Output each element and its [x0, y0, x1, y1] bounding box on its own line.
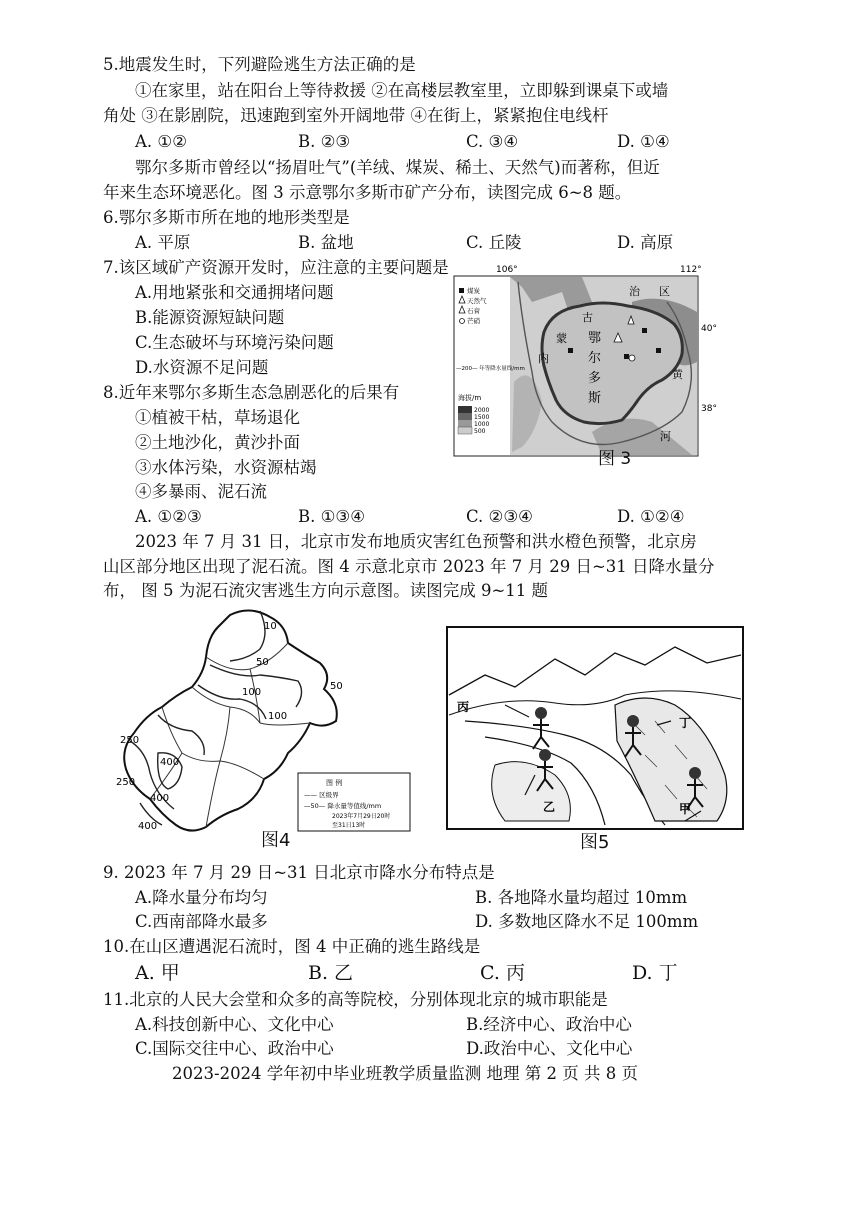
q7-option-a: A.用地紧张和交通拥堵问题	[135, 283, 334, 302]
q6-option-b: B. 盆地	[298, 233, 354, 252]
q6-option-d: D. 高原	[617, 233, 674, 252]
fig3-elev-label: 2000	[474, 407, 490, 414]
fig3-legend-gypsum: 石膏	[467, 307, 480, 315]
fig3-char: 尔	[588, 351, 602, 366]
fig4-isoline-label: 400	[138, 821, 158, 832]
q11-option-a: A.科技创新中心、文化中心	[135, 1015, 334, 1034]
q7-option-d: D.水资源不足问题	[135, 358, 269, 377]
q8-option-b: B. ①③④	[298, 507, 365, 526]
fig4-isoline-label: 250	[116, 777, 136, 788]
q7-stem: 7.该区域矿产资源开发时，应注意的主要问题是	[103, 258, 449, 277]
fig3-lat-bottom: 38°	[701, 404, 717, 414]
q8-stem: 8.近年来鄂尔多斯生态急剧恶化的后果有	[103, 383, 400, 402]
fig3-isoline-label: —200— 年等降水量线/mm	[456, 366, 525, 372]
figure-4-beijing-precip-map	[110, 603, 415, 851]
q5-body-line2: 角处 ③在影剧院，迅速跑到室外开阔地带 ④在街上，紧紧抱住电线杆	[103, 106, 609, 125]
q10-option-b: B. 乙	[308, 962, 354, 984]
fig3-elev-swatch	[458, 413, 472, 420]
fig3-lon-right: 112°	[680, 265, 702, 275]
q9-option-a: A.降水量分布均匀	[135, 888, 268, 907]
fig5-label-bing: 丙	[457, 700, 470, 714]
q8-option-a: A. ①②③	[135, 507, 202, 526]
q10-option-d: D. 丁	[632, 962, 678, 984]
q5-option-b: B. ②③	[298, 132, 351, 151]
fig4-legend-item: 2023年7月29日20时	[332, 813, 391, 820]
fig3-legend-mirabilite: 芒硝	[467, 317, 480, 325]
q6-option-c: C. 丘陵	[466, 233, 522, 252]
fig3-caption: 图 3	[598, 449, 632, 469]
q11-option-d: D.政治中心、文化中心	[466, 1039, 633, 1058]
q9-option-d: D. 多数地区降水不足 100mm	[475, 912, 699, 931]
fig5-label-jia: 甲	[679, 802, 692, 816]
figure-3-ordos-map	[452, 262, 720, 470]
fig4-legend-item: 至31日13时	[332, 822, 366, 829]
q8-option-d: D. ①②④	[617, 507, 685, 526]
fig3-char: 多	[588, 371, 602, 386]
q10-option-a: A. 甲	[135, 962, 180, 984]
fig3-char: 内	[538, 352, 549, 365]
q6-stem: 6.鄂尔多斯市所在地的地形类型是	[103, 208, 350, 227]
fig3-elev-label: 1000	[474, 421, 490, 428]
q8-option-c: C. ②③④	[466, 507, 533, 526]
fig3-legend-coal: 煤炭	[467, 287, 480, 295]
intro-9-11-line3: 布， 图 5 为泥石流灾害逃生方向示意图。读图完成 9~11 题	[103, 581, 549, 600]
fig4-legend-item: —50— 降水量等值线/mm	[304, 802, 382, 810]
fig3-char: 黄	[672, 368, 683, 381]
fig3-elev-label: 1500	[474, 414, 490, 421]
fig3-lon-left: 106°	[496, 265, 518, 275]
fig3-char: 区	[659, 285, 670, 298]
q11-option-b: B.经济中心、政治中心	[466, 1015, 632, 1034]
q11-stem: 11.北京的人民大会堂和众多的高等院校，分别体现北京的城市职能是	[103, 990, 608, 1009]
fig4-isoline-label: 400	[160, 757, 180, 768]
fig4-isoline-label: 250	[120, 735, 140, 746]
q9-stem: 9. 2023 年 7 月 29 日~31 日北京市降水分布特点是	[103, 863, 495, 882]
q5-body-line1: ①在家里，站在阳台上等待救援 ②在高楼层教室里，立即躲到课桌下或墙	[135, 81, 669, 100]
mirabilite-icon	[460, 319, 465, 324]
fig3-elev-label: 500	[474, 428, 486, 435]
fig3-char: 河	[660, 430, 671, 443]
fig4-isoline-label: 50	[330, 681, 343, 692]
fig3-char: 蒙	[556, 332, 567, 345]
q5-option-c: C. ③④	[466, 132, 519, 151]
fig3-char: 治	[629, 285, 640, 298]
fig4-isoline-label: 10	[264, 621, 277, 632]
fig3-elev-swatch	[458, 420, 472, 427]
fig4-isoline-label: 100	[268, 711, 288, 722]
mirabilite-icon	[629, 355, 635, 361]
fig5-caption: 图5	[580, 832, 610, 853]
q7-option-b: B.能源资源短缺问题	[135, 308, 285, 327]
q8-item-3: ③水体污染，水资源枯竭	[135, 458, 317, 477]
fig4-isoline-label: 400	[150, 793, 170, 804]
page-footer: 2023-2024 学年初中毕业班教学质量监测 地理 第 2 页 共 8 页	[172, 1064, 639, 1083]
coal-icon	[642, 328, 647, 333]
fig3-char: 鄂	[588, 331, 602, 346]
fig3-elev-swatch	[458, 427, 472, 434]
q11-option-c: C.国际交往中心、政治中心	[135, 1039, 334, 1058]
q5-stem: 5.地震发生时，下列避险逃生方法正确的是	[103, 55, 416, 74]
fig4-caption: 图4	[261, 830, 291, 851]
fig3-elev-title: 海拔/m	[458, 394, 482, 402]
fig3-char: 斯	[588, 391, 602, 406]
fig4-legend-item: —— 区级界	[304, 791, 339, 799]
q8-item-4: ④多暴雨、泥石流	[135, 482, 267, 501]
coal-icon	[459, 288, 464, 293]
fig4-legend-title: 图 例	[326, 779, 343, 787]
coal-icon	[568, 348, 573, 353]
intro-6-8-line2: 年来生态环境恶化。图 3 示意鄂尔多斯市矿产分布，读图完成 6~8 题。	[103, 183, 632, 202]
fig5-label-ding: 丁	[679, 716, 692, 730]
fig4-isoline-label: 50	[256, 657, 269, 668]
q9-option-c: C.西南部降水最多	[135, 912, 268, 931]
fig3-char: 古	[582, 311, 593, 324]
fig5-label-yi: 乙	[543, 800, 556, 814]
q10-option-c: C. 丙	[480, 962, 525, 984]
q9-option-b: B. 各地降水量均超过 10mm	[475, 888, 688, 907]
coal-icon	[624, 354, 629, 359]
q8-item-1: ①植被干枯，草场退化	[135, 408, 300, 427]
coal-icon	[656, 348, 661, 353]
fig4-isoline-label: 100	[242, 687, 262, 698]
q5-option-a: A. ①②	[135, 132, 187, 151]
intro-9-11-line2: 山区部分地区出现了泥石流。图 4 示意北京市 2023 年 7 月 29 日~31 日降水量分	[103, 557, 715, 576]
q6-option-a: A. 平原	[135, 233, 191, 252]
q5-option-d: D. ①④	[617, 132, 670, 151]
q7-option-c: C.生态破坏与环境污染问题	[135, 333, 334, 352]
fig3-lat-top: 40°	[701, 324, 717, 334]
intro-9-11-line1: 2023 年 7 月 31 日，北京市发布地质灾害红色预警和洪水橙色预警，北京房	[135, 532, 697, 551]
q8-item-2: ②土地沙化，黄沙扑面	[135, 433, 300, 452]
figure-5-debris-flow-escape	[445, 625, 745, 831]
fig3-elev-swatch	[458, 406, 472, 413]
q10-stem: 10.在山区遭遇泥石流时，图 4 中正确的逃生路线是	[103, 937, 481, 956]
intro-6-8-line1: 鄂尔多斯市曾经以“扬眉吐气”(羊绒、煤炭、稀土、天然气)而著称，但近	[135, 158, 660, 177]
fig3-legend-gas: 天然气	[467, 297, 487, 305]
